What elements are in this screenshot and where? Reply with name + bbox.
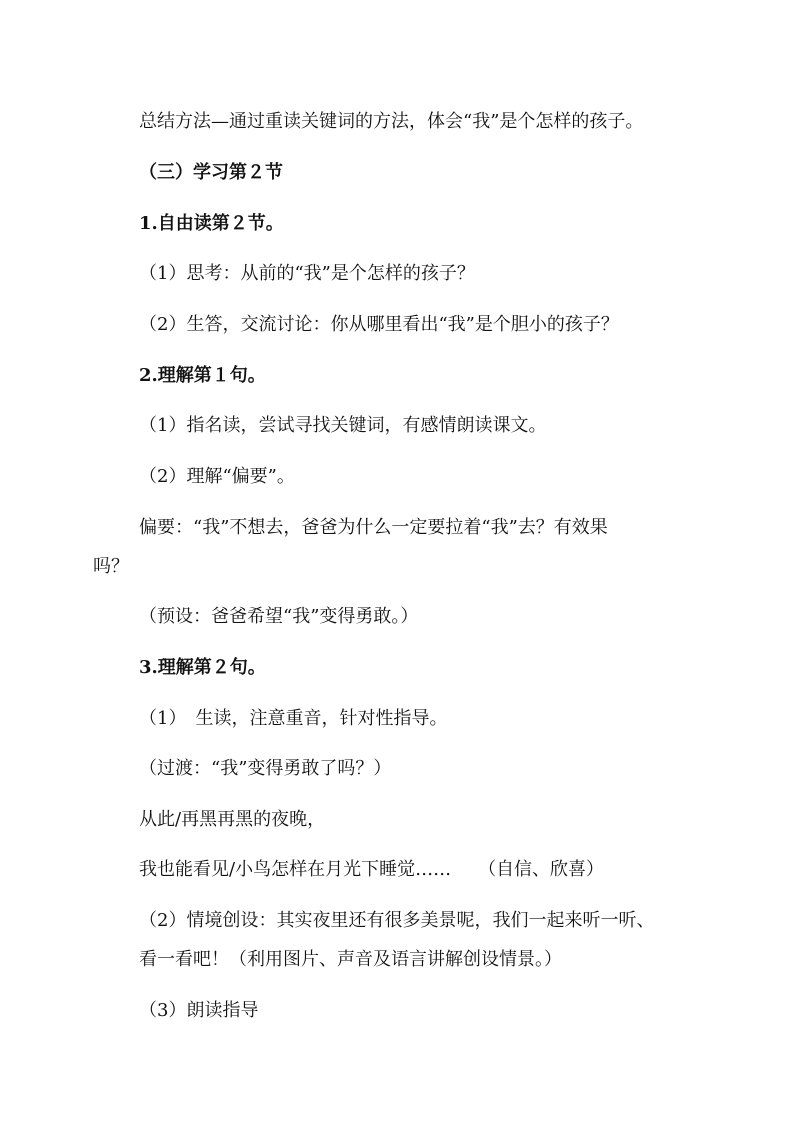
step-heading-2: 2.理解第１句。 [139,365,266,386]
section-heading-3: （三）学习第２节 [139,162,283,183]
quote-line-1: 从此/再黑再黑的夜晚， [139,809,326,830]
step-1-item-2: （2）生答，交流讨论：你从哪里看出“我”是个胆小的孩子？ [139,314,619,335]
summary-method-line: 总结方法—通过重读关键词的方法，体会“我”是个怎样的孩子。 [139,111,644,132]
step-2-item-2: （2）理解“偏要”。 [139,466,295,487]
step-2-item-1: （1）指名读，尝试寻找关键词，有感情朗读课文。 [139,415,547,436]
scenario-line-2: 看一看吧！（利用图片、声音及语言讲解创设情景。） [139,949,562,970]
explanation-line-2: 吗？ [93,556,129,577]
reading-guidance: （3）朗读指导 [139,1000,259,1021]
step-3-item-1: （1） 生读，注意重音，针对性指导。 [139,708,448,729]
step-heading-1: 1.自由读第２节。 [139,213,284,234]
step-heading-3: 3.理解第２句。 [139,657,266,678]
step-1-item-1: （1）思考：从前的“我”是个怎样的孩子？ [139,263,475,284]
explanation-line-1: 偏要：“我”不想去，爸爸为什么一定要拉着“我”去？有效果 [139,517,608,538]
quote-line-2: 我也能看见/小鸟怎样在月光下睡觉…… （自信、欣喜） [139,859,605,880]
transition-note: （过渡：“我”变得勇敢了吗？） [139,758,392,779]
scenario-line-1: （2）情境创设：其实夜里还有很多美景呢，我们一起来听一听、 [139,910,655,931]
preset-note: （预设：爸爸希望“我”变得勇敢。） [139,606,419,627]
